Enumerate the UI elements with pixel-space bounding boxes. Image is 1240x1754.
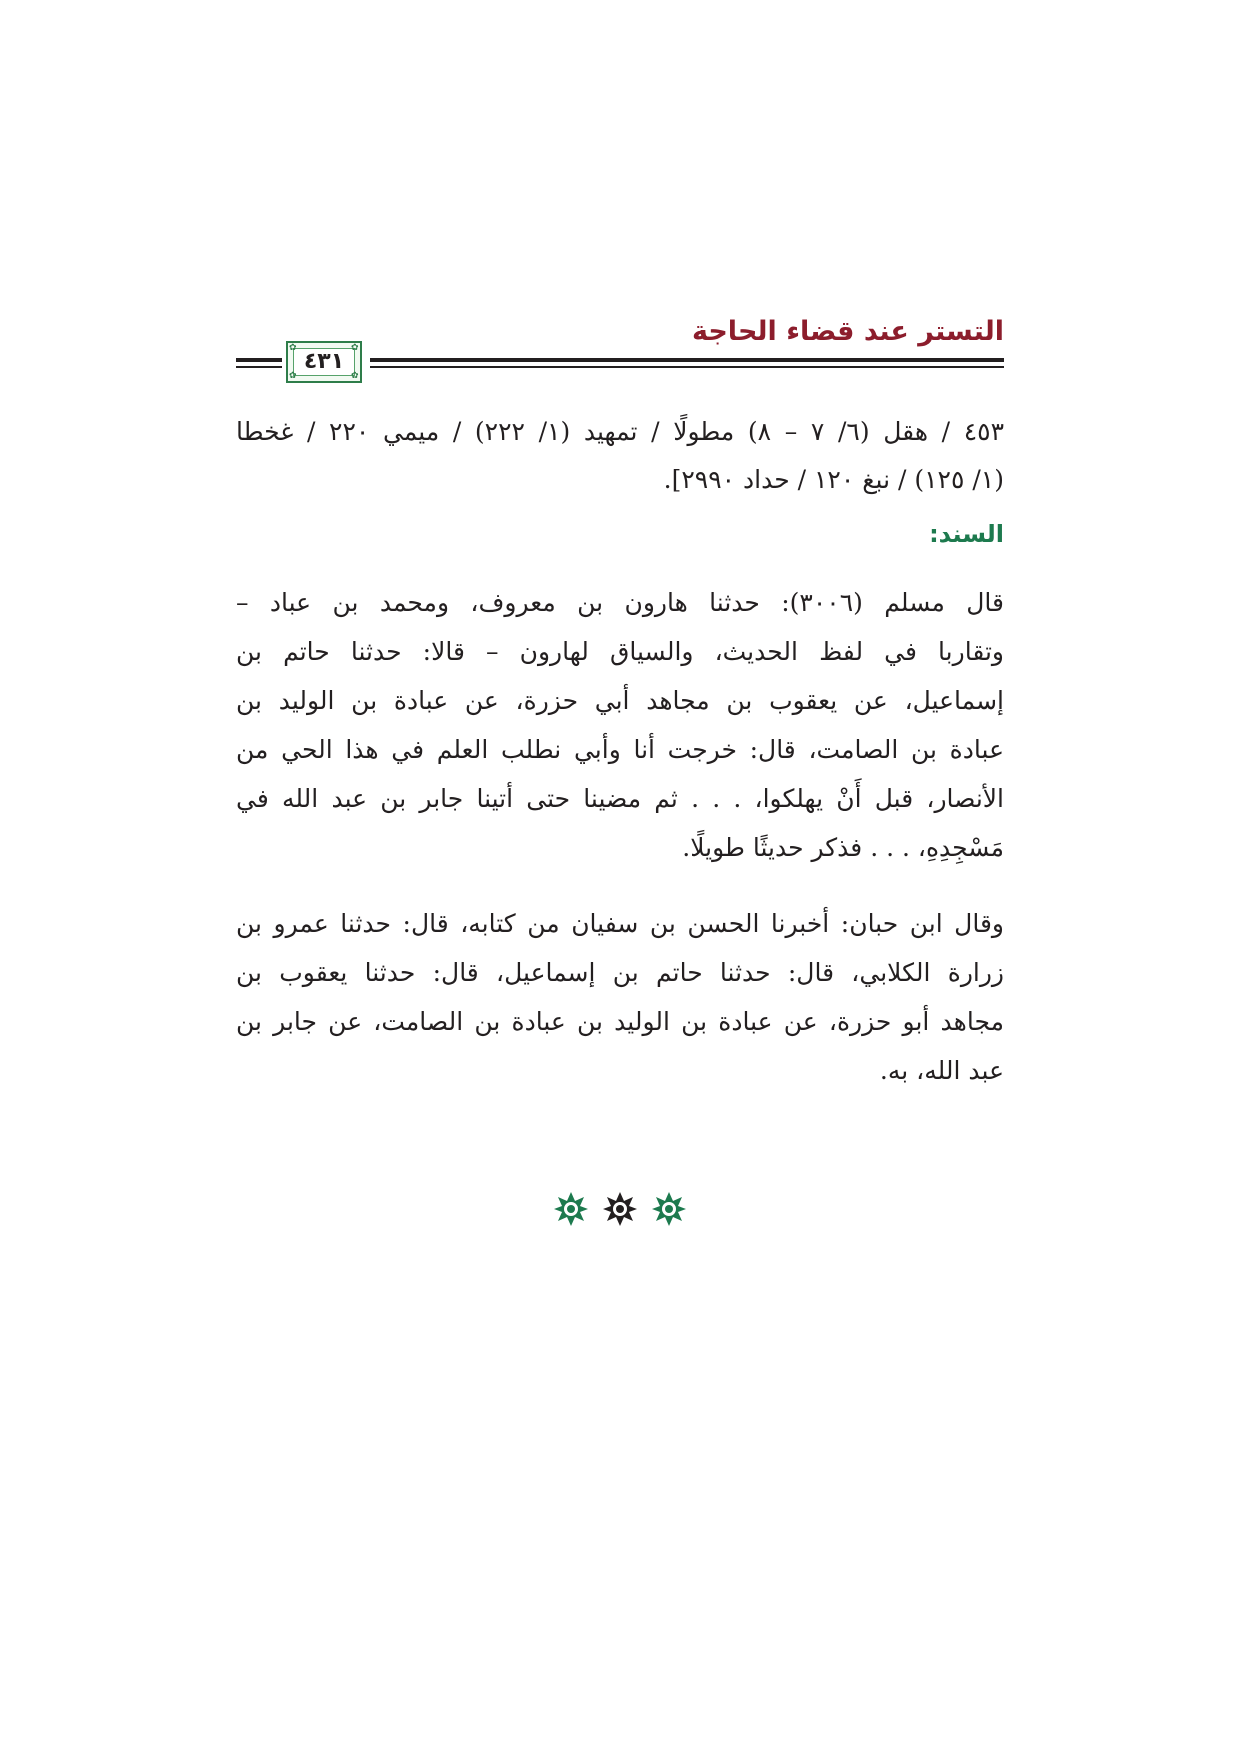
- paragraph: [236, 578, 1004, 872]
- corner-ornament-icon: ✿: [289, 343, 297, 353]
- section-heading: السند:: [929, 520, 1004, 548]
- star-flower-icon: [553, 1191, 589, 1227]
- references-block: [236, 408, 1004, 504]
- reference-line: (١/ ١٢٥) / نبغ ١٢٠ / حداد ٢٩٩٠].: [663, 465, 1004, 494]
- paragraph-line: وتقاربا في لفظ الحديث، والسياق لهارون – قالا: حدثنا حاتم بن: [236, 637, 1004, 666]
- paragraph-line: عبادة بن الصامت، قال: خرجت أنا وأبي نطلب العلم في هذا الحي من: [236, 735, 1004, 764]
- header-rule: [236, 358, 282, 362]
- reference-line: ٤٥٣ / هقل (٦/ ٧ – ٨) مطولًا / تمهيد (١/ ٢٢٢) / ميمي ٢٢٠ / غخطا: [236, 417, 1005, 446]
- corner-ornament-icon: ✿: [351, 371, 359, 381]
- header-rule: [236, 366, 282, 368]
- header-rule: [370, 366, 1004, 368]
- corner-ornament-icon: ✿: [351, 343, 359, 353]
- paragraph-line: وقال ابن حبان: أخبرنا الحسن بن سفيان من كتابه، قال: حدثنا عمرو بن: [236, 909, 1004, 938]
- paragraph-line: مجاهد أبو حزرة، عن عبادة بن الوليد بن عبادة بن الصامت، عن جابر بن: [236, 1007, 1004, 1036]
- paragraph-line: عبد الله، به.: [879, 1056, 1004, 1085]
- paragraph: [236, 899, 1004, 1095]
- star-flower-icon: [602, 1191, 638, 1227]
- star-flower-icon: [651, 1191, 687, 1227]
- paragraph-line: قال مسلم (٣٠٠٦): حدثنا هارون بن معروف، ومحمد بن عباد –: [236, 588, 1004, 617]
- paragraph-line: الأنصار، قبل أَنْ يهلكوا، . . . ثم مضينا حتى أتينا جابر بن عبد الله في: [236, 784, 1004, 813]
- section-divider-ornaments: [520, 1191, 720, 1231]
- header-rule: [370, 358, 1004, 362]
- book-title: التستر عند قضاء الحاجة: [691, 316, 1004, 347]
- paragraph-line: إسماعيل، عن يعقوب بن مجاهد أبي حزرة، عن عبادة بن الوليد بن: [236, 686, 1004, 715]
- paragraph-line: زرارة الكلابي، قال: حدثنا حاتم بن إسماعيل، قال: حدثنا يعقوب بن: [236, 958, 1004, 987]
- page-number: ٤٣١: [303, 349, 345, 374]
- paragraph-line: مَسْجِدِهِ، . . . فذكر حديثًا طويلًا.: [682, 833, 1004, 862]
- page-number-badge: [286, 341, 362, 383]
- corner-ornament-icon: ✿: [289, 371, 297, 381]
